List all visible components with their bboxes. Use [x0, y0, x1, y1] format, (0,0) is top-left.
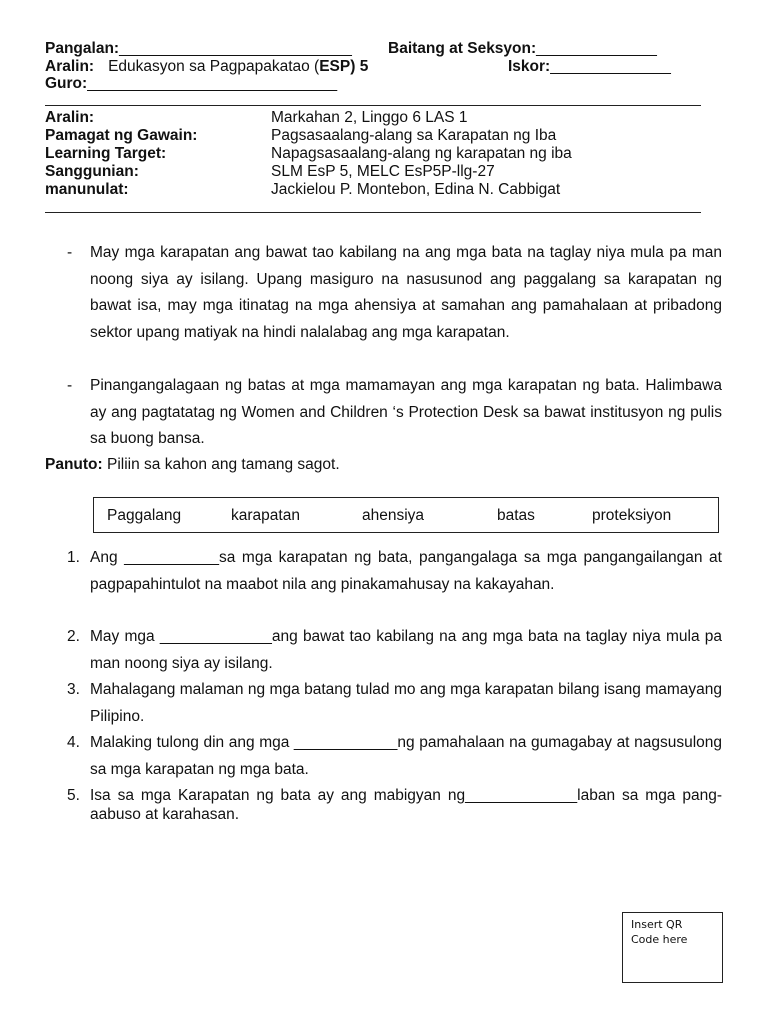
grade-section-row: [388, 40, 657, 58]
question-text: Ang ___________sa mga karapatan ng bata, pangangalaga sa mga pangangailangan at pagpapahintulot na maabot nila ang pinakamahusay na kakayahan.: [90, 549, 722, 593]
question-text: Malaking tulong din ang mga ____________ng pamahalaan na gumagabay at nagsusulong sa mga karapatan ng mga bata.: [90, 734, 722, 778]
bullet-paragraph-1: May mga karapatan ang bawat tao kabilang na ang mga bata na taglay niya mula pa man noong siya ay isilang. Upang masiguro na nasusunod ang paggalang sa karapatan ng bawat isa, may mga itinatag na mga ahensiya at samahan ang pamahalaan at pribadong sektor upang matiyak na hindi nalalabag ang mga karapatan.: [90, 244, 722, 341]
instructions-label: Panuto:: [45, 456, 103, 473]
word-choice: karapatan: [231, 507, 300, 524]
score-row: [508, 58, 671, 76]
question-number: 5.: [67, 787, 80, 804]
question-text: Mahalagang malaman ng mga batang tulad mo ang mga karapatan bilang isang mamayang Pilipino.: [90, 681, 722, 725]
header-divider-top: [45, 105, 701, 106]
question-number: 3.: [67, 681, 80, 698]
qr-code-placeholder: [622, 912, 723, 983]
teacher-label: Guro:: [45, 75, 88, 92]
word-choice: batas: [497, 507, 535, 524]
info-value-pamagat: Pagsasaalang-alang sa Karapatan ng Iba: [271, 127, 557, 144]
info-value-aralin: Markahan 2, Linggo 6 LAS 1: [271, 109, 468, 126]
info-label-pamagat: Pamagat ng Gawain:: [45, 127, 198, 144]
teacher-row: [45, 75, 337, 93]
word-choice-box: [93, 497, 719, 533]
question-number: 1.: [67, 549, 80, 566]
bullet-paragraph-2: Pinangangalagaan ng batas at mga mamamayan ang mga karapatan ng bata. Halimbawa ay ang pagtatatag ng Women and Children ‘s Protection Desk sa bawat institusyon ng pulis sa buong bansa.: [90, 377, 722, 447]
info-label-learning-target: Learning Target:: [45, 145, 167, 162]
name-row: [45, 40, 352, 58]
instructions-text: Piliin sa kahon ang tamang sagot.: [107, 456, 340, 473]
teacher-blank[interactable]: _____________________________: [87, 75, 338, 92]
instructions: [45, 456, 340, 474]
info-label-aralin: Aralin:: [45, 109, 95, 126]
aralin-header-label: Aralin:: [45, 58, 95, 75]
header-divider-bottom: [45, 212, 701, 213]
question-number: 2.: [67, 628, 80, 645]
info-label-manunulat: manunulat:: [45, 181, 129, 198]
word-choice: proteksiyon: [592, 507, 672, 524]
info-value-manunulat: Jackielou P. Montebon, Edina N. Cabbigat: [271, 181, 561, 198]
bullet-marker-1: -: [67, 244, 73, 261]
word-choice: ahensiya: [362, 507, 425, 524]
question-text: Isa sa mga Karapatan ng bata ay ang mabigyan ng_____________laban sa mga pang- aabuso at karahasan.: [90, 787, 722, 823]
grade-section-blank[interactable]: ______________: [536, 40, 657, 57]
aralin-header-row: [45, 58, 368, 76]
aralin-header-value: Edukasyon sa Pagpapakatao (: [108, 58, 320, 75]
grade-section-label: Baitang at Seksyon:: [388, 40, 537, 57]
bullet-marker-2: -: [67, 377, 73, 394]
name-label: Pangalan:: [45, 40, 120, 57]
score-label: Iskor:: [508, 58, 551, 75]
aralin-header-value-bold: ESP) 5: [319, 58, 369, 75]
info-value-learning-target: Napagsasaalang-alang ng karapatan ng iba: [271, 145, 572, 162]
question-number: 4.: [67, 734, 80, 751]
question-text: May mga _____________ang bawat tao kabilang na ang mga bata na taglay niya mula pa man noong siya ay isilang.: [90, 628, 722, 672]
qr-placeholder-line: Insert QR: [631, 918, 683, 931]
info-value-sanggunian: SLM EsP 5, MELC EsP5P-llg-27: [271, 163, 495, 180]
score-blank[interactable]: ______________: [550, 58, 671, 75]
name-blank[interactable]: ___________________________: [119, 40, 352, 57]
info-label-sanggunian: Sanggunian:: [45, 163, 139, 180]
word-choice: Paggalang: [107, 507, 182, 524]
qr-placeholder-line: Code here: [631, 933, 688, 946]
